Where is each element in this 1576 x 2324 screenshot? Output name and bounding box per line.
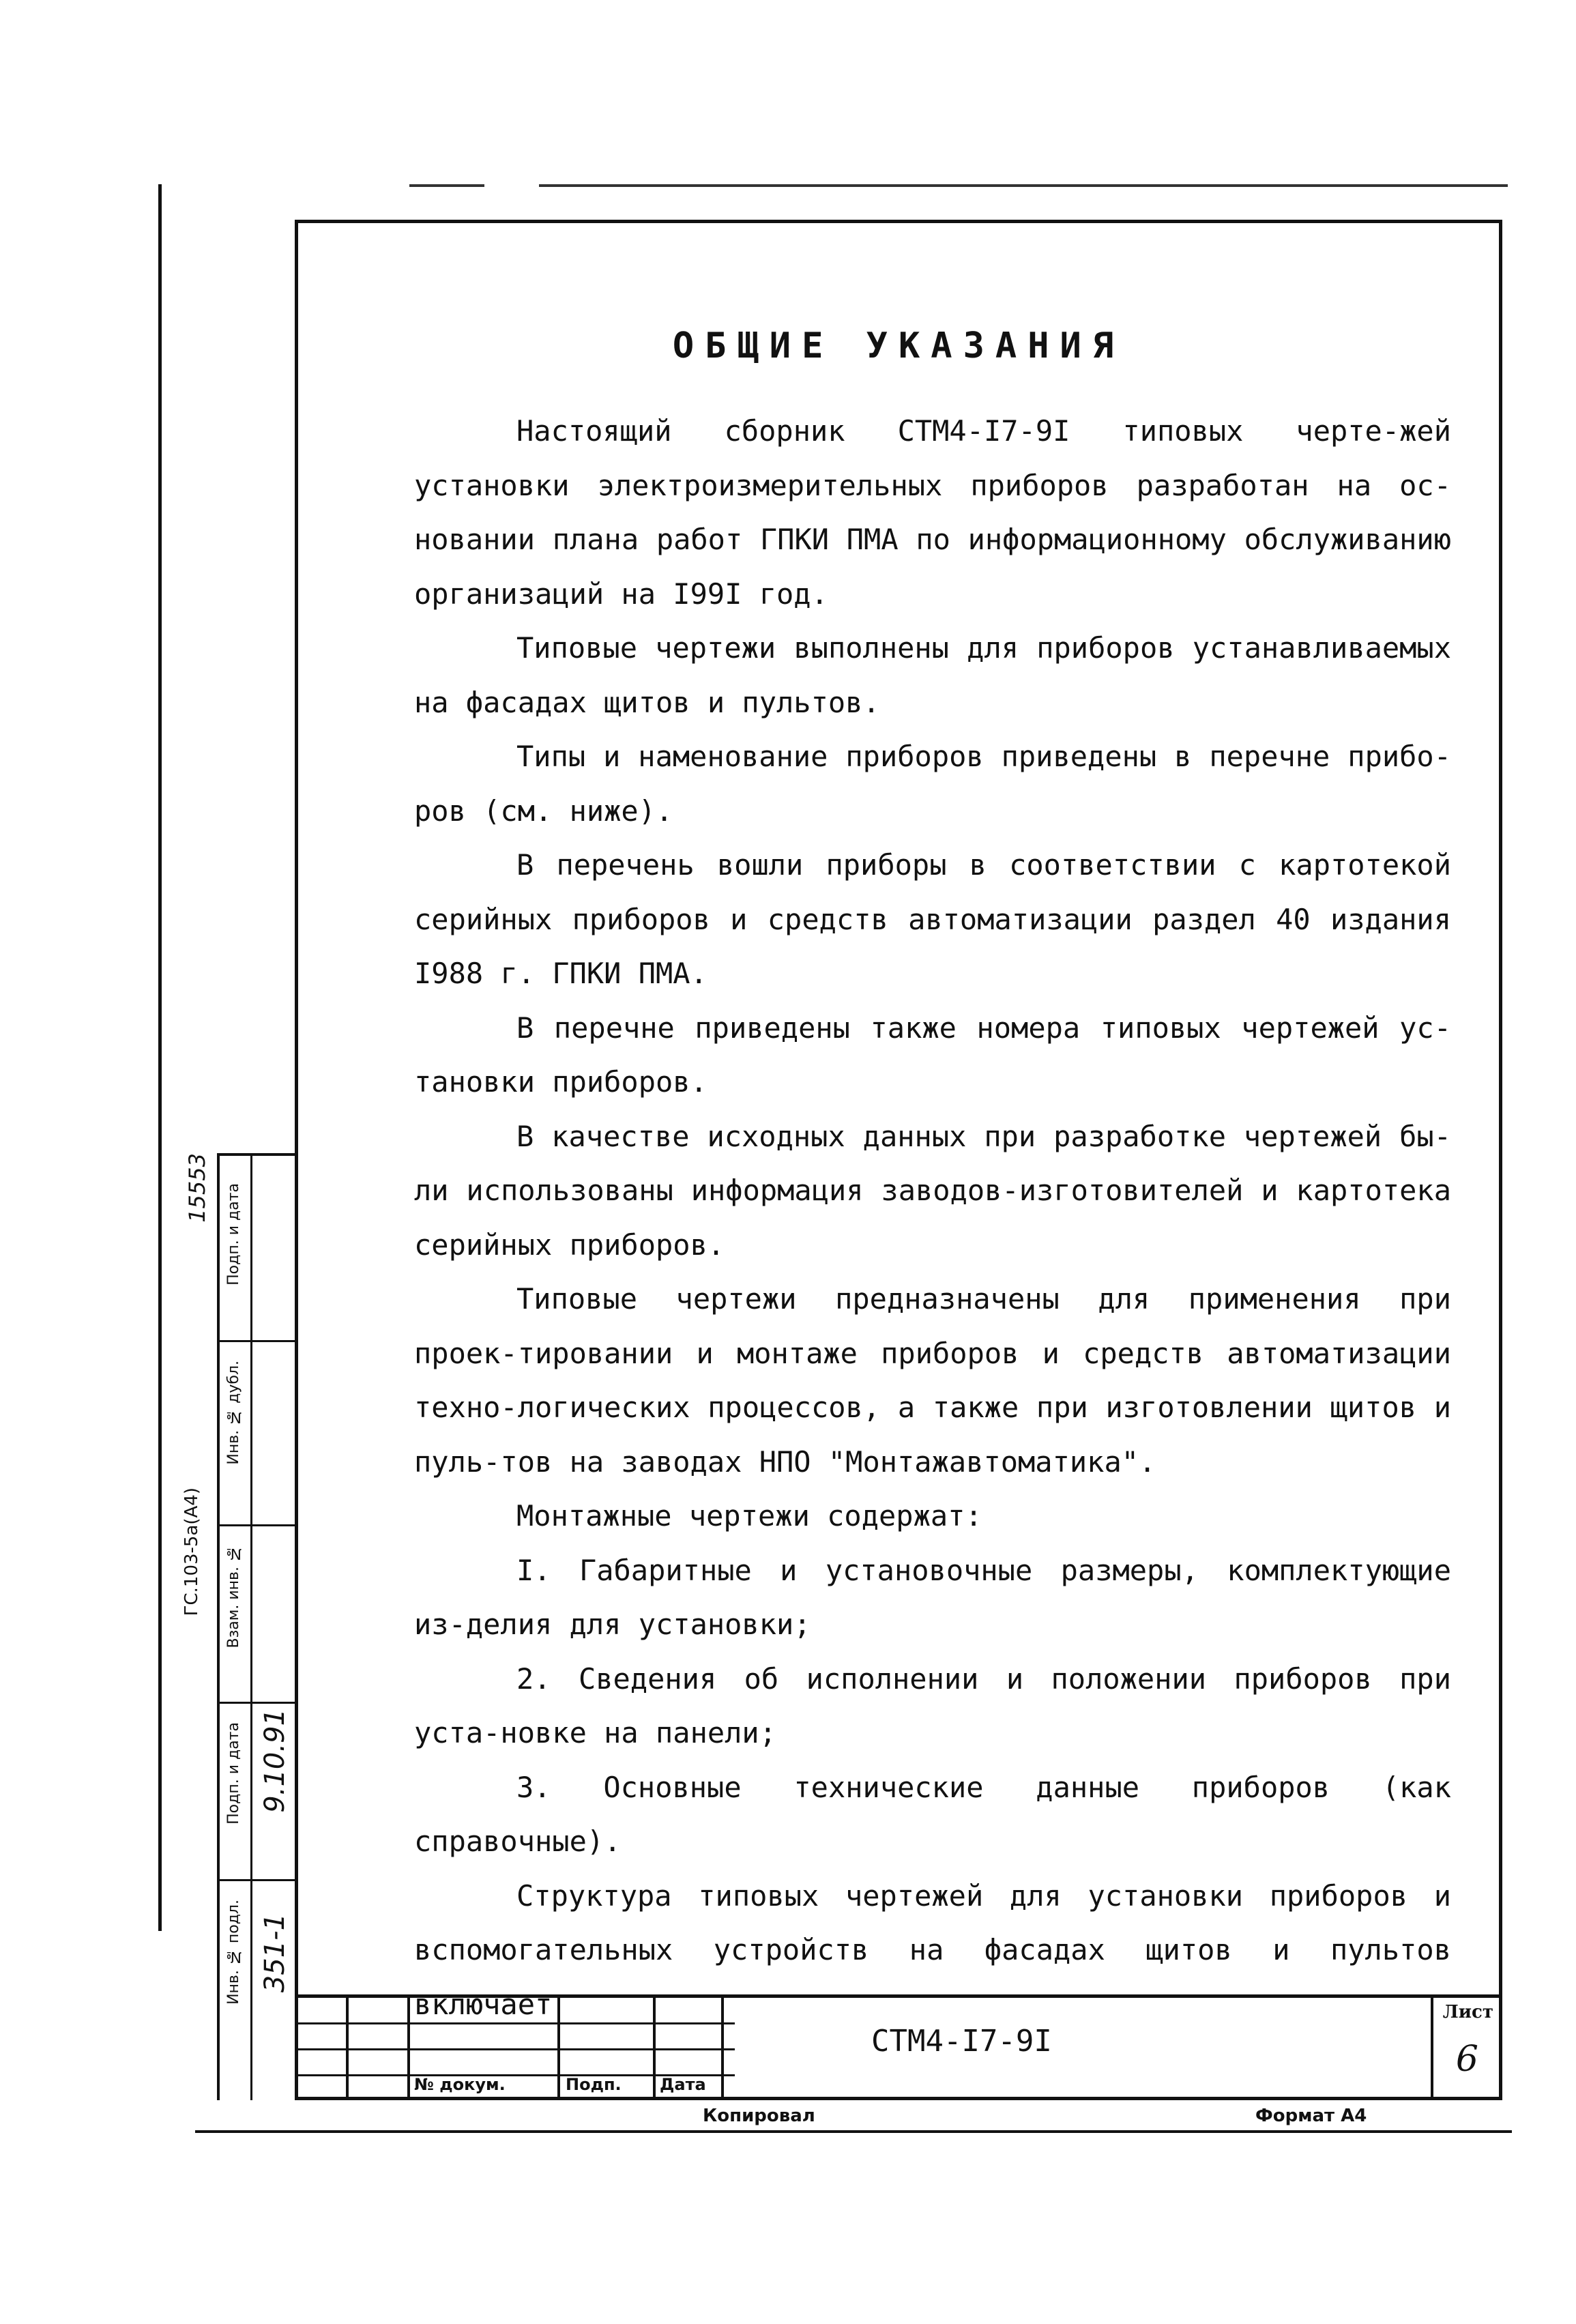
paragraph: Типы и наменование приборов приведены в перечне прибо-ров (см. ниже). — [414, 740, 1451, 828]
sheet-label: Лист — [1442, 2002, 1493, 2022]
side-stamp — [217, 1153, 295, 2100]
body-text — [414, 404, 1451, 2031]
doc-number-label: № докум. — [414, 2075, 506, 2094]
title-block-divider — [557, 1998, 560, 2097]
stamp-divider — [220, 1524, 295, 1526]
list-item: I. Габаритные и установочные размеры, комплектующие из-делия для установки; — [414, 1553, 1451, 1641]
paragraph: Структура типовых чертежей для установки приборов и вспомогательных устройств на фасадах щитов и пультов включает — [414, 1878, 1451, 2021]
bottom-line — [195, 2130, 1512, 2133]
document-frame — [295, 220, 1502, 2100]
form-code: ГС.103-5а(А4) — [181, 1487, 202, 1616]
title-block-row — [298, 2048, 735, 2050]
paragraph: Типовые чертежи предназначены для применения при проек-тировании и монтаже приборов и средств автоматизации техно-логических процессов, а также при изготовлении щитов и пуль-тов на заводах НПО "Монтажавтоматика". — [414, 1282, 1451, 1479]
list-item: 3. Основные технические данные приборов (как справочные). — [414, 1770, 1451, 1858]
stamp-label: Инв. № дубл. — [225, 1361, 242, 1465]
copied-label: Копировал — [703, 2106, 815, 2126]
paragraph: В перечень вошли приборы в соответствии с картотекой серийных приборов и средств автоматизации раздел 40 издания I988 г. ГПКИ ПМА. — [414, 848, 1451, 990]
format-label: Формат А4 — [1255, 2106, 1367, 2126]
paragraph: Типовые чертежи выполнены для приборов устанавливаемых на фасадах щитов и пультов. — [414, 631, 1451, 719]
document-code: СТМ4-I7-9I — [871, 2024, 1052, 2059]
paragraph: Монтажные чертежи содержат: — [516, 1499, 982, 1533]
title-block-divider — [1431, 1998, 1433, 2097]
paragraph: В качестве исходных данных при разработке чертежей бы-ли использованы информация заводов-изготовителей и картотека серийных приборов. — [414, 1119, 1451, 1262]
title-block-divider — [721, 1998, 724, 2097]
title-block-divider — [346, 1998, 349, 2097]
date-label: Дата — [660, 2075, 706, 2094]
title-block — [298, 1994, 1499, 2097]
handwritten-inventory: 351-1 — [259, 1913, 291, 1993]
top-dash — [539, 184, 1508, 187]
stamp-divider — [220, 1702, 295, 1704]
title-block-divider — [653, 1998, 656, 2097]
stamp-label: Инв. № подл. — [225, 1900, 242, 2005]
handwritten-top: 15553 — [184, 1153, 210, 1223]
handwritten-date: 9.10.91 — [259, 1709, 291, 1813]
page-title: ОБЩИЕ УКАЗАНИЯ — [672, 325, 1125, 366]
title-block-divider — [407, 1998, 410, 2097]
top-dash — [409, 184, 484, 187]
stamp-divider — [220, 1879, 295, 1881]
title-block-row — [298, 2022, 735, 2024]
sheet-number: 6 — [1455, 2039, 1478, 2080]
list-item: 2. Сведения об исполнении и положении приборов при уста-новке на панели; — [414, 1661, 1451, 1749]
stamp-divider — [220, 1340, 295, 1342]
stamp-label: Взам. инв. № — [225, 1545, 242, 1648]
paragraph: В перечне приведены также номера типовых чертежей ус-тановки приборов. — [414, 1011, 1451, 1099]
binding-margin-line — [158, 184, 162, 1931]
signature-label: Подп. — [566, 2075, 622, 2094]
paragraph: Настоящий сборник СТМ4-I7-9I типовых черте-жей установки электроизмерительных приборов разработан на ос-новании плана работ ГПКИ ПМА по информационному обслуживанию организаций на I99I год. — [414, 414, 1451, 611]
stamp-label: Подп. и дата — [225, 1722, 242, 1825]
stamp-label: Подп. и дата — [225, 1183, 242, 1286]
